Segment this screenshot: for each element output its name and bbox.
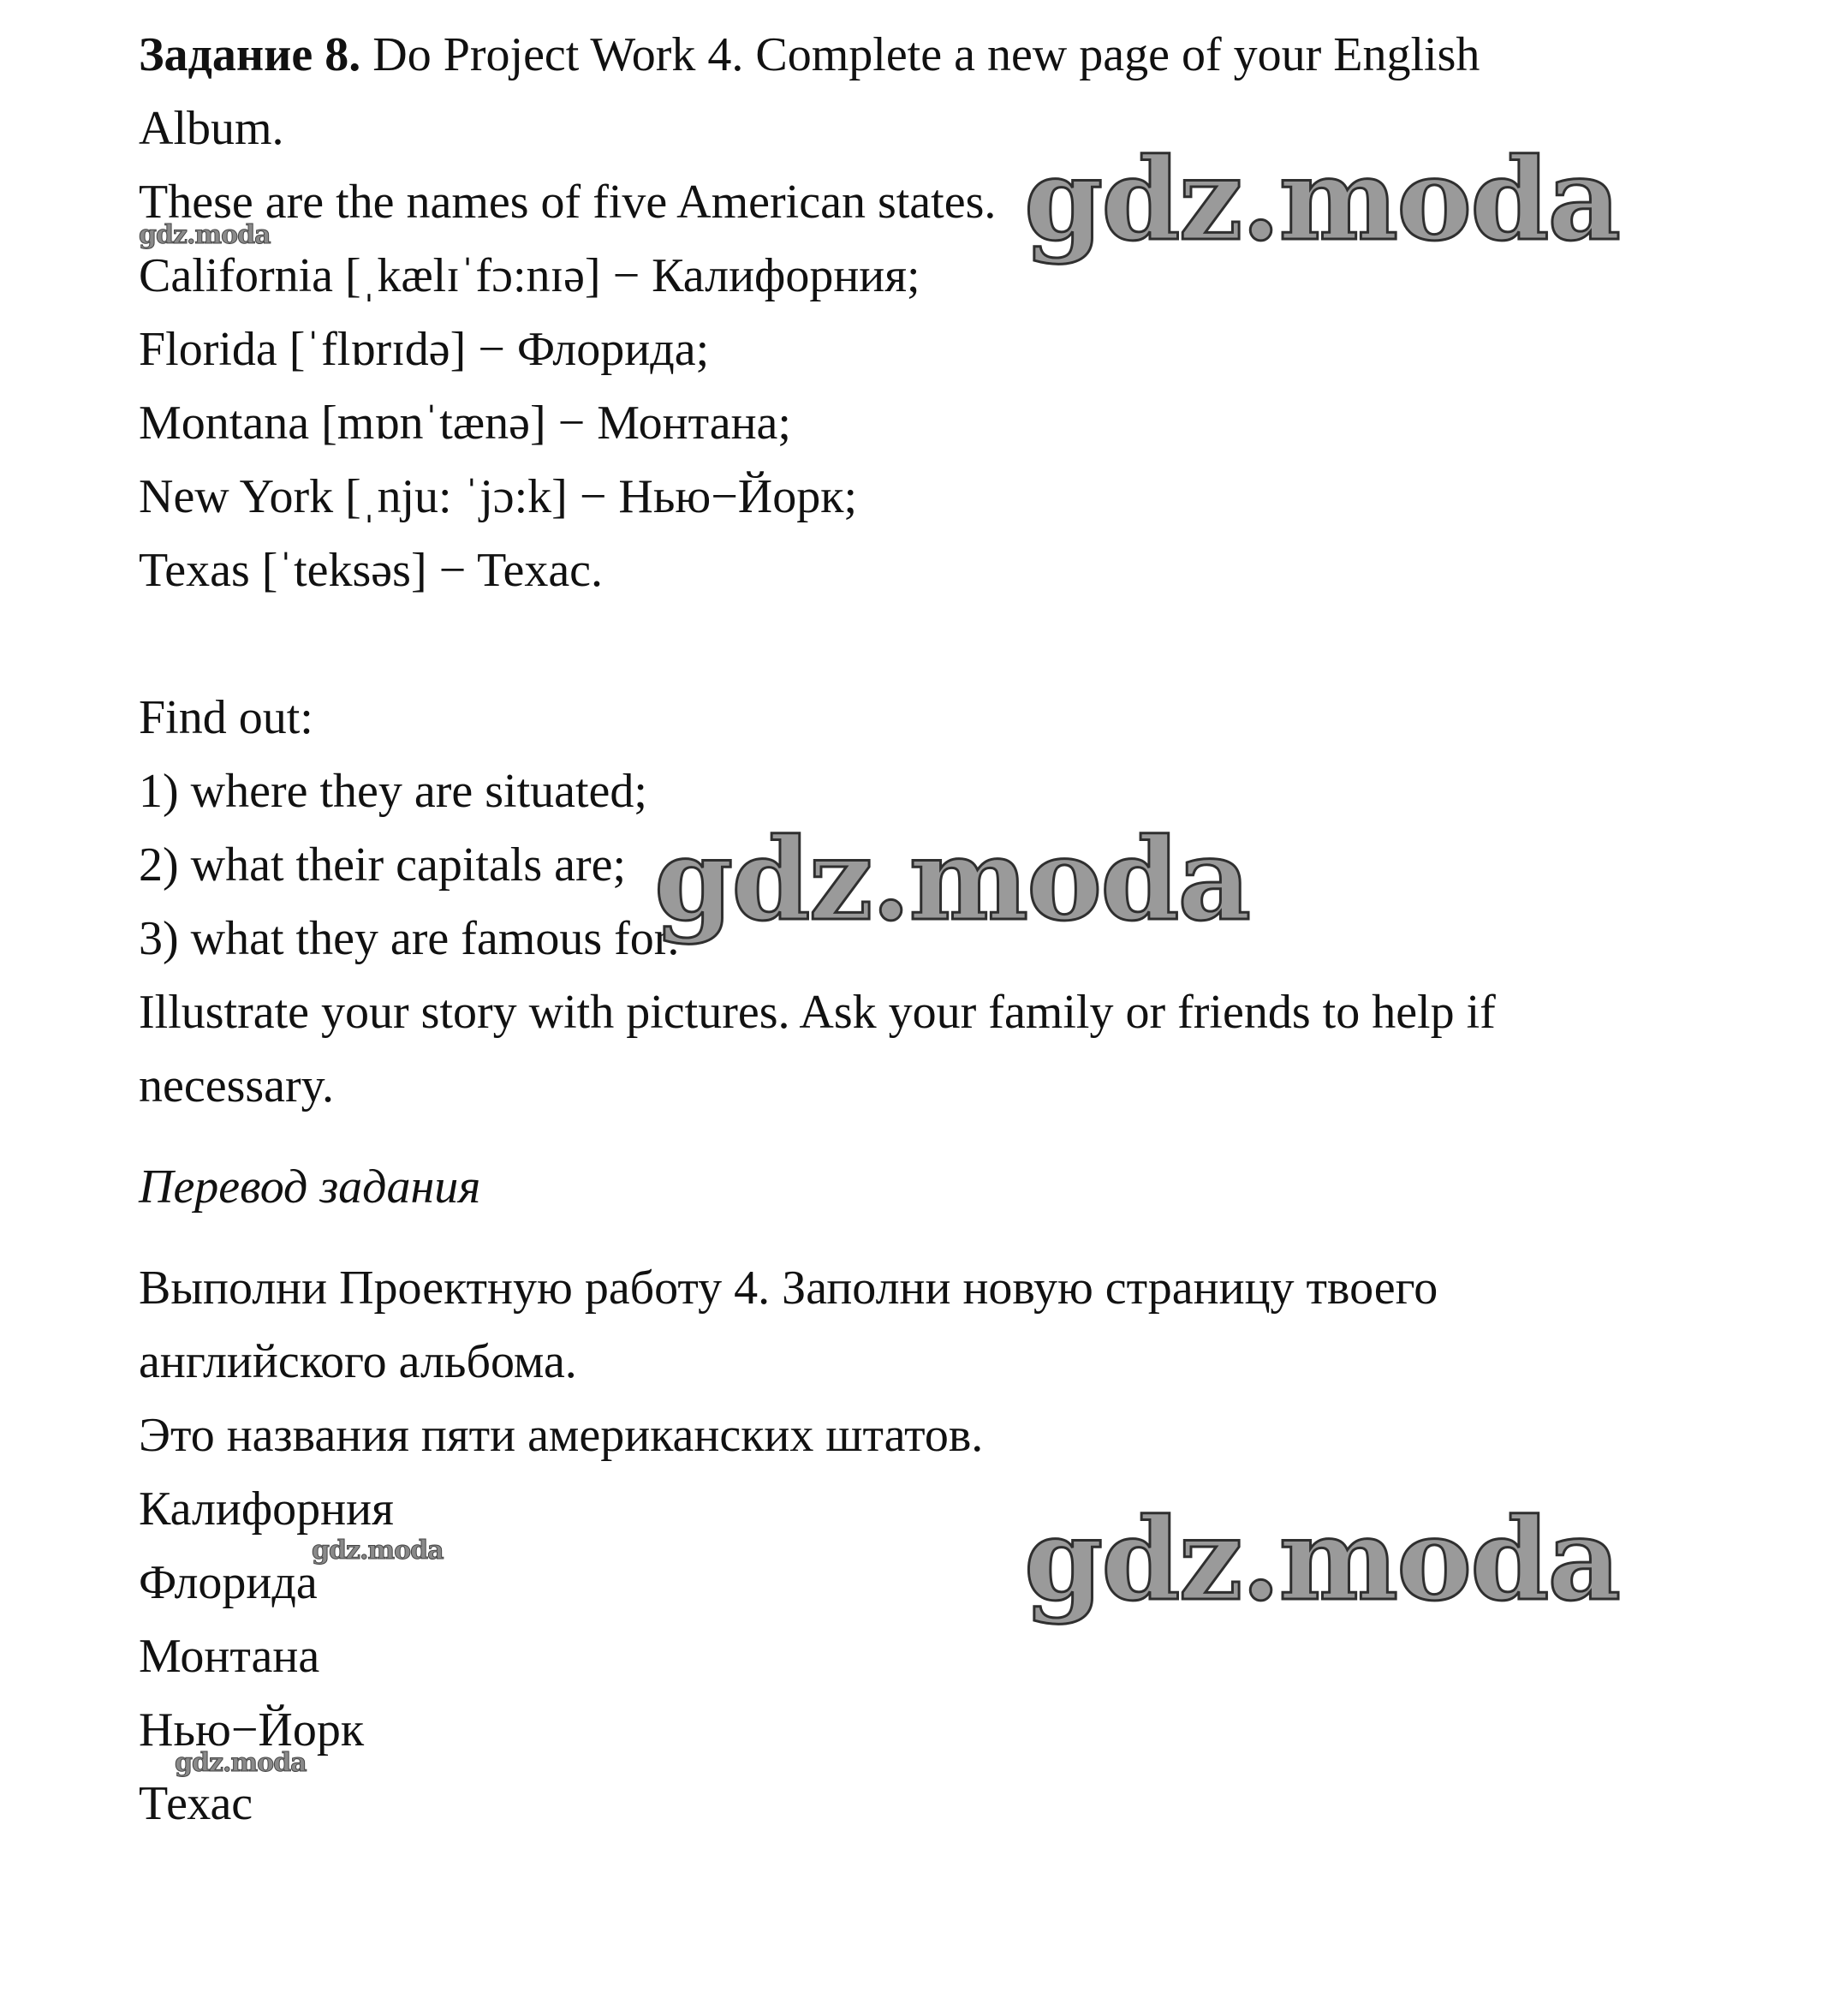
task-intro: These are the names of five American states.: [139, 176, 997, 229]
question-2: 2) what their capitals are;: [139, 838, 627, 892]
translation-title: Перевод задания: [139, 1160, 481, 1214]
translation-line-1: Выполни Проектную работу 4. Заполни новую страницу твоего: [139, 1261, 1438, 1315]
task-label: Задание 8.: [139, 28, 361, 81]
watermark-small-1: gdz.moda: [139, 220, 271, 250]
translation-line-2: английского альбома.: [139, 1335, 577, 1388]
translation-state-florida: Флорида: [139, 1556, 318, 1609]
illustrate-line-2: necessary.: [139, 1059, 335, 1112]
translation-state-new-york: Нью−Йорк: [139, 1703, 365, 1757]
translation-state-california: Калифорния: [139, 1482, 394, 1536]
translation-line-3: Это названия пяти американских штатов.: [139, 1409, 984, 1462]
state-montana: Montana [mɒnˈtænə] − Монтана;: [139, 397, 791, 450]
watermark-large-2: gdz.moda: [654, 814, 1250, 946]
question-1: 1) where they are situated;: [139, 765, 647, 818]
task-heading-cont: Album.: [139, 102, 284, 155]
translation-state-texas: Техас: [139, 1777, 253, 1830]
illustrate-line-1: Illustrate your story with pictures. Ask your family or friends to help if: [139, 986, 1496, 1039]
watermark-small-2: gdz.moda: [312, 1536, 444, 1566]
state-california: California [ˌkælɪˈfɔ:nɪə] − Калифорния;: [139, 249, 920, 302]
translation-state-montana: Монтана: [139, 1630, 320, 1683]
question-3: 3) what they are famous for.: [139, 912, 680, 965]
state-new-york: New York [ˌnju: ˈjɔ:k] − Нью−Йорк;: [139, 470, 858, 523]
watermark-small-3: gdz.moda: [175, 1748, 307, 1778]
watermark-large-1: gdz.moda: [1024, 134, 1620, 266]
watermark-large-3: gdz.moda: [1024, 1494, 1620, 1626]
task-heading-text: Do Project Work 4. Complete a new page of your English: [372, 28, 1480, 81]
state-florida: Florida [ˈflɒrɪdə] − Флорида;: [139, 323, 710, 376]
state-texas: Texas [ˈteksəs] − Texac.: [139, 544, 604, 597]
find-out-label: Find out:: [139, 691, 313, 744]
task-heading: [139, 27, 1480, 82]
